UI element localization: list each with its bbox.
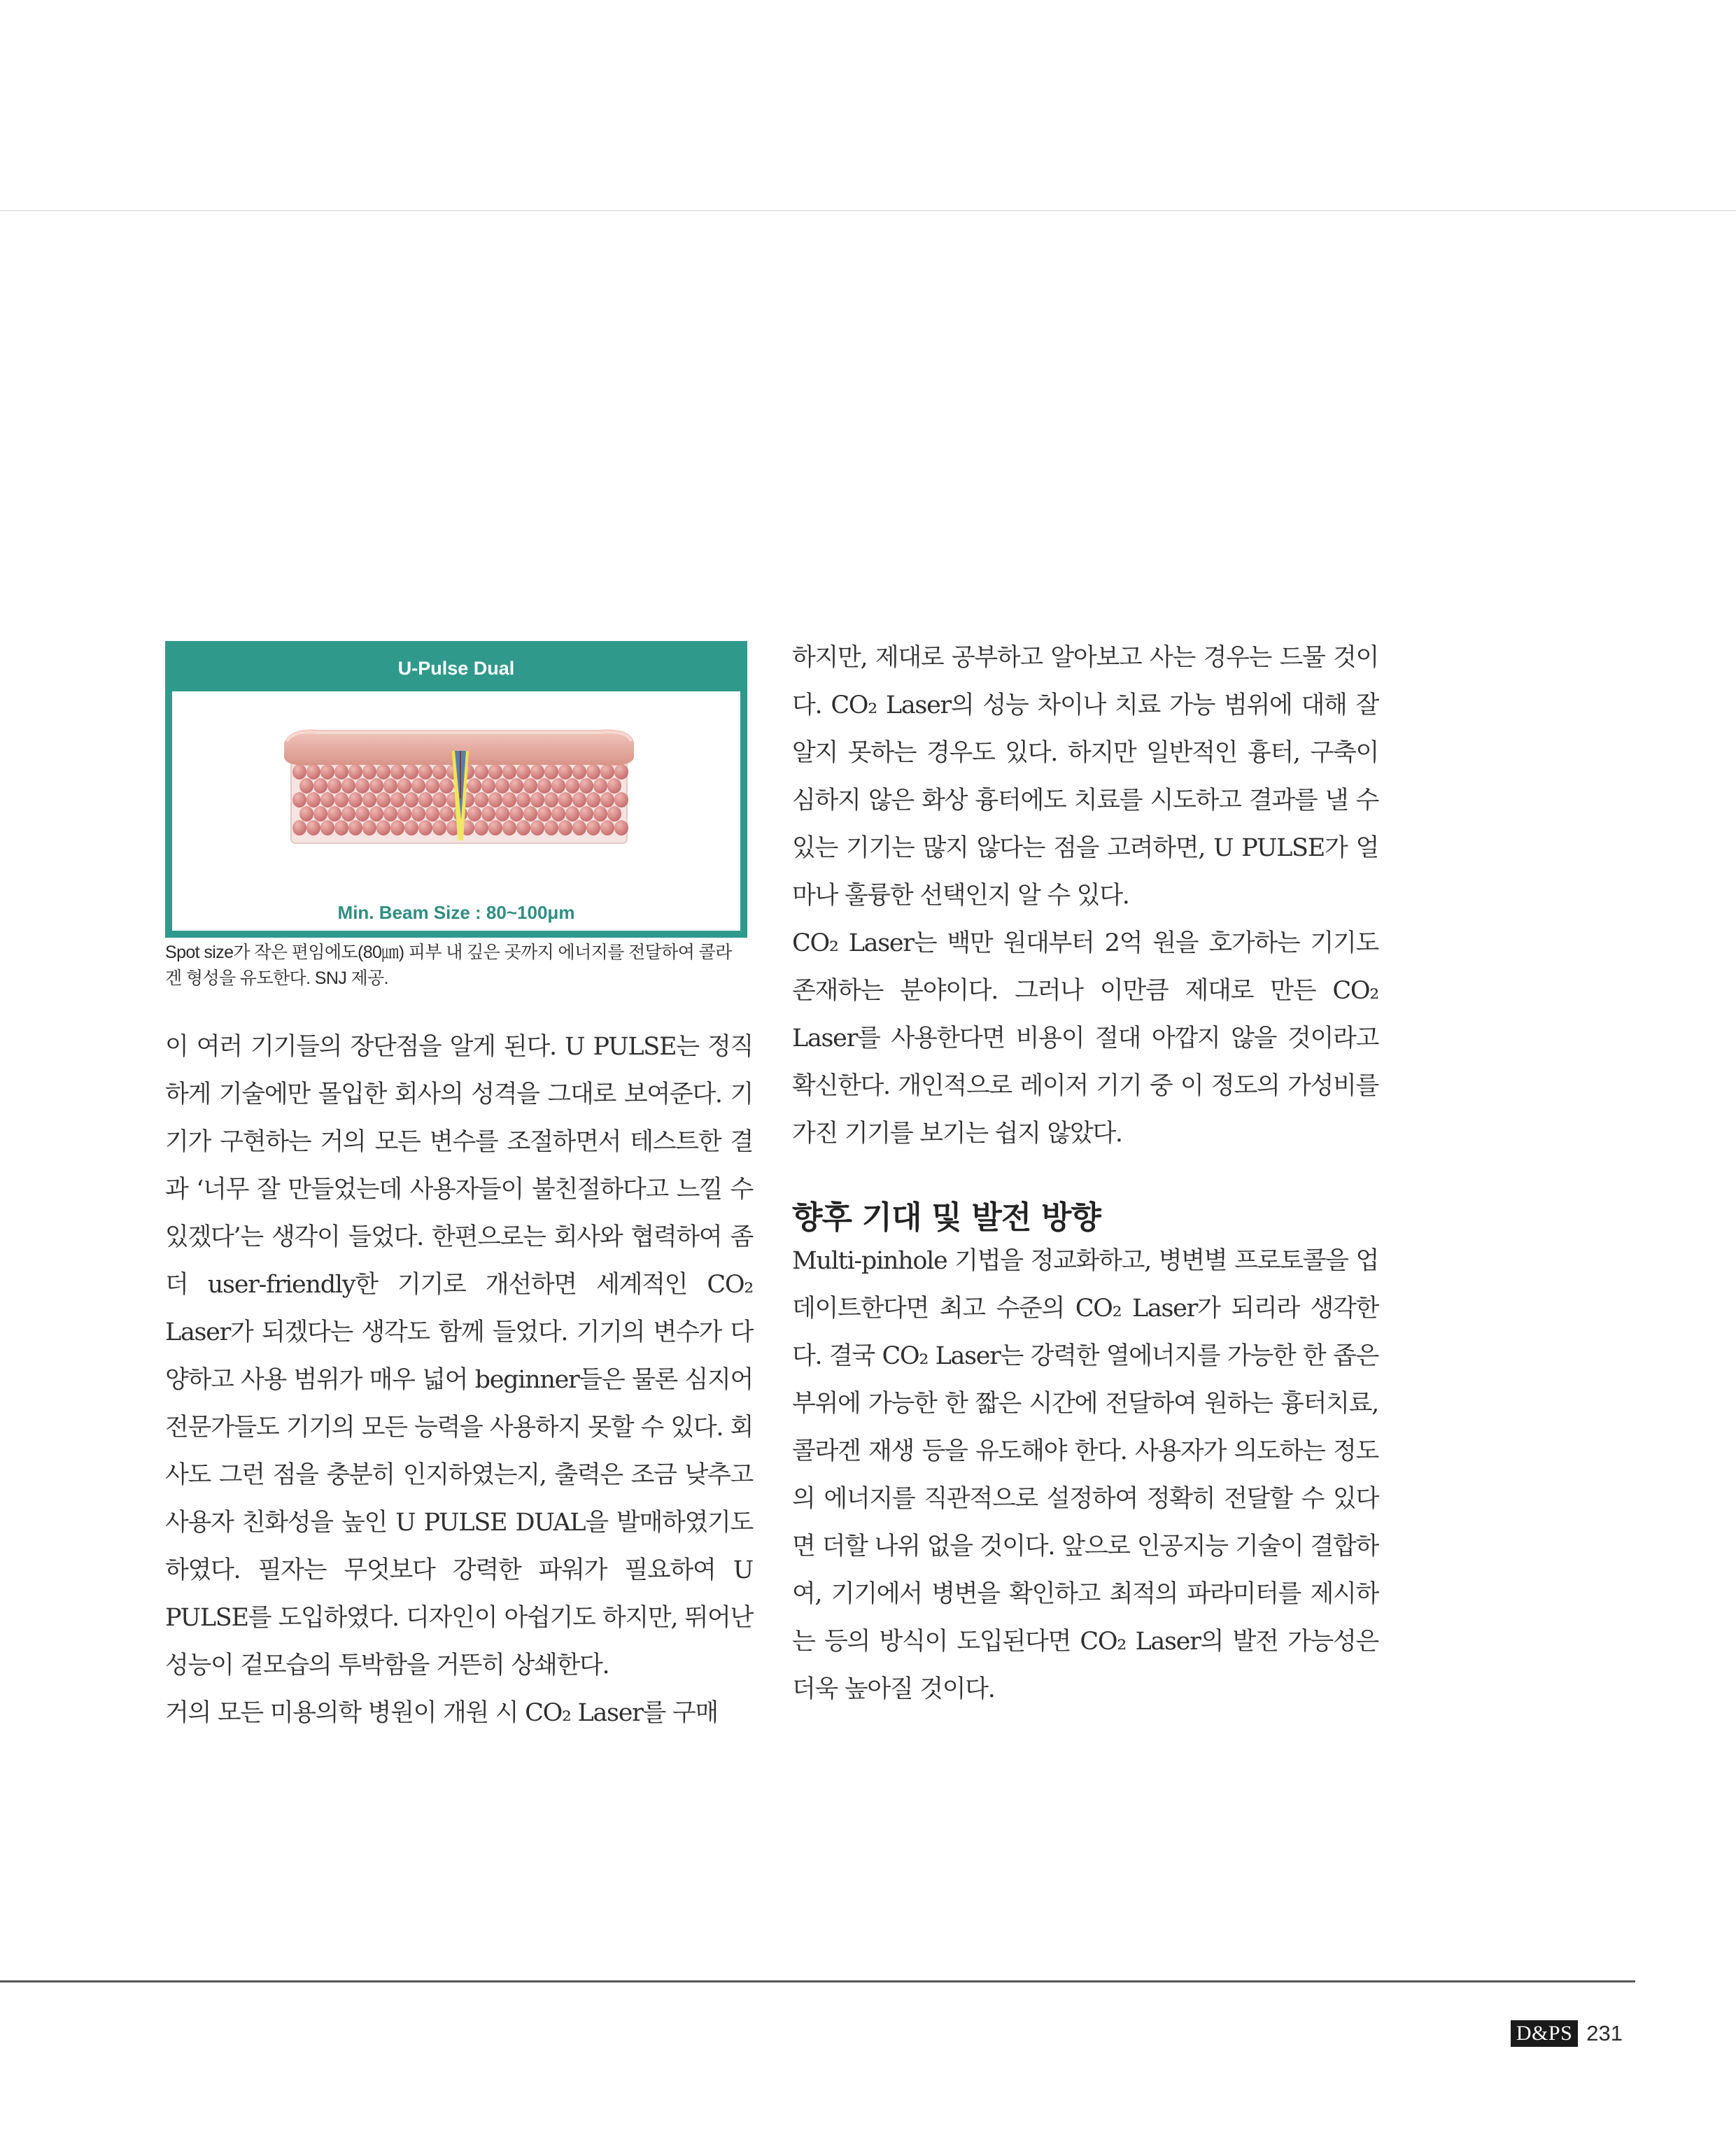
skin-cell <box>537 806 551 822</box>
skin-cell <box>418 764 432 780</box>
skin-cell <box>600 792 614 808</box>
skin-cell <box>320 820 334 836</box>
skin-cell <box>572 792 586 808</box>
skin-cell <box>341 806 355 822</box>
skin-cell <box>523 806 537 822</box>
skin-cell <box>390 820 404 836</box>
skin-cell <box>369 806 383 822</box>
skin-cell <box>369 778 383 794</box>
skin-cell <box>334 764 348 780</box>
section-body: Multi-pinhole 기법을 정교화하고, 병변별 프로토콜을 업데이트한다면 최고 수준의 CO₂ Laser가 되리라 생각한다. 결국 CO₂ Laser는 강력한 열에너지를 가능한 한 좁은 부위에 가능한 한 짧은 시간에 전달하여 원하는 흉터치료, 콜라겐 재생 등을 유도해야 한다. 사용자가 의도하는 정도의 에너지를 직관적으로 설정하여 정확히 전달할 수 있다면 더할 나위 없을 것이다. 앞으로 인공지능 기술이 결합하여, 기기에서 병변을 확인하고 최적의 파라미터를 제시하는 등의 방식이 도입된다면 CO₂ Laser의 발전 가능성은 더욱 높아질 것이다. <box>792 1247 1378 1703</box>
section-heading: 향후 기대 및 발전 방향 <box>792 1199 1101 1236</box>
skin-cell <box>362 792 376 808</box>
body-paragraph: 이 여러 기기들의 장단점을 알게 된다. U PULSE는 정직하게 기술에만 몰입한 회사의 성격을 그대로 보여준다. 기기가 구현하는 거의 모든 변수를 조절하면서 테스트한 결과 ‘너무 잘 만들었는데 사용자들이 불친절하다고 느낄 수 있겠다’는 생각이 들었다. 한편으로는 회사와 협력하여 좀 더 user-friendly한 기기로 개선하면 세계적인 CO₂ Laser가 되겠다는 생각도 함께 들었다. 기기의 변수가 다양하고 사용 범위가 매우 넓어 beginner들은 물론 심지어 전문가들도 기기의 모든 능력을 사용하지 못할 수 있다. 회사도 그런 점을 충분히 인지하였는지, 출력은 조금 낮추고 사용자 친화성을 높인 U PULSE DUAL을 발매하였기도 하였다. 필자는 무엇보다 강력한 파워가 필요하여 U PULSE를 도입하였다. 디자인이 아쉽기도 하지만, 뛰어난 성능이 겉모습의 투박함을 거뜬히 상쇄한다. <box>165 1033 753 1679</box>
skin-cell <box>502 764 516 780</box>
skin-cell <box>530 792 544 808</box>
skin-cell <box>586 764 600 780</box>
skin-cell <box>586 792 600 808</box>
skin-cell <box>530 764 544 780</box>
skin-cell <box>509 806 523 822</box>
skin-cell <box>579 778 593 794</box>
skin-cell <box>313 778 327 794</box>
skin-cell <box>558 820 572 836</box>
skin-cell <box>383 778 397 794</box>
skin-cell <box>341 778 355 794</box>
skin-cell <box>348 820 362 836</box>
skin-cell <box>572 820 586 836</box>
skin-cell <box>488 792 502 808</box>
skin-cell <box>348 764 362 780</box>
skin-cell <box>607 778 621 794</box>
skin-cell <box>439 778 453 794</box>
skin-cell <box>327 778 341 794</box>
figure-box <box>165 641 747 938</box>
skin-cell <box>313 806 327 822</box>
skin-cell <box>397 778 411 794</box>
skin-cell <box>488 820 502 836</box>
skin-cell <box>320 764 334 780</box>
skin-cell <box>516 764 530 780</box>
skin-cell <box>348 792 362 808</box>
skin-cell <box>383 806 397 822</box>
skin-cell <box>607 806 621 822</box>
skin-cell <box>432 764 446 780</box>
skin-cell <box>404 820 418 836</box>
skin-cell <box>565 806 579 822</box>
skin-cell <box>404 792 418 808</box>
skin-cell <box>362 764 376 780</box>
skin-cell <box>362 820 376 836</box>
skin-cell <box>593 778 607 794</box>
figure-title: U-Pulse Dual <box>172 648 740 691</box>
skin-cell <box>474 792 488 808</box>
skin-cell <box>600 820 614 836</box>
skin-cell <box>292 764 306 780</box>
skin-cell <box>376 792 390 808</box>
skin-cell <box>355 806 369 822</box>
skin-cell <box>292 820 306 836</box>
skin-cell <box>299 778 313 794</box>
skin-cell <box>516 792 530 808</box>
skin-cell <box>306 792 320 808</box>
left-text-column <box>165 1023 753 1737</box>
skin-cell <box>523 778 537 794</box>
skin-cell <box>572 764 586 780</box>
skin-cell <box>306 820 320 836</box>
skin-cell <box>586 820 600 836</box>
bottom-divider <box>0 1980 1635 1982</box>
skin-cell <box>432 792 446 808</box>
skin-cell <box>390 792 404 808</box>
skin-cell <box>467 778 481 794</box>
page-number: 231 <box>1586 2021 1623 2045</box>
skin-cell <box>502 820 516 836</box>
skin-cell <box>467 806 481 822</box>
skin-cell <box>397 806 411 822</box>
skin-cell <box>418 820 432 836</box>
skin-cell <box>411 806 425 822</box>
page-footer <box>1511 2020 1623 2048</box>
skin-cell <box>320 792 334 808</box>
skin-cell <box>355 778 369 794</box>
skin-cell <box>593 806 607 822</box>
skin-cell <box>481 806 495 822</box>
body-paragraph: 하지만, 제대로 공부하고 알아보고 사는 경우는 드물 것이다. CO₂ Laser의 성능 차이나 치료 가능 범위에 대해 잘 알지 못하는 경우도 있다. 하지만 일반적인 흉터, 구축이 심하지 않은 화상 흉터에도 치료를 시도하고 결과를 낼 수 있는 기기는 많지 않다는 점을 고려하면, U PULSE가 얼마나 훌륭한 선택인지 알 수 있다. <box>792 644 1378 910</box>
beam-size-label: Min. Beam Size : 80~100μm <box>337 902 575 923</box>
skin-cell <box>425 778 439 794</box>
skin-cell <box>558 764 572 780</box>
right-text-column <box>792 634 1378 1713</box>
body-paragraph: 거의 모든 미용의학 병원이 개원 시 CO₂ Laser를 구매 <box>165 1699 718 1727</box>
top-divider <box>0 210 1736 211</box>
skin-layer-illustration <box>277 714 641 847</box>
skin-cell <box>516 820 530 836</box>
skin-cell <box>292 792 306 808</box>
skin-cell <box>432 820 446 836</box>
skin-cell <box>544 792 558 808</box>
skin-cell <box>488 764 502 780</box>
skin-cell <box>306 764 320 780</box>
skin-cell <box>299 806 313 822</box>
skin-cell <box>474 764 488 780</box>
skin-cell <box>579 806 593 822</box>
skin-cell <box>495 778 509 794</box>
skin-cell <box>376 764 390 780</box>
skin-cell <box>558 792 572 808</box>
skin-cell <box>530 820 544 836</box>
skin-cell <box>565 778 579 794</box>
body-paragraph: CO₂ Laser는 백만 원대부터 2억 원을 호가하는 기기도 존재하는 분야이다. 그러나 이만큼 제대로 만든 CO₂ Laser를 사용한다면 비용이 절대 아깝지 않을 것이라고 확신한다. 개인적으로 레이저 기기 중 이 정도의 가성비를 가진 기기를 보기는 쉽지 않았다. <box>792 929 1378 1148</box>
skin-cell <box>418 792 432 808</box>
skin-cell <box>327 806 341 822</box>
skin-cell <box>544 820 558 836</box>
skin-cell <box>614 820 628 836</box>
skin-cell <box>390 764 404 780</box>
skin-cell <box>439 806 453 822</box>
magazine-logo: D&PS <box>1511 2020 1578 2047</box>
skin-cell <box>600 764 614 780</box>
skin-cell <box>334 792 348 808</box>
skin-cell <box>495 806 509 822</box>
skin-cell <box>551 806 565 822</box>
skin-cell <box>509 778 523 794</box>
figure-caption: Spot size가 작은 편임에도(80㎛) 피부 내 깊은 곳까지 에너지를 전달하여 콜라겐 형성을 유도한다. SNJ 제공. <box>165 943 732 988</box>
skin-cell <box>404 764 418 780</box>
skin-cell <box>376 820 390 836</box>
skin-cell <box>411 778 425 794</box>
skin-cell <box>614 764 628 780</box>
skin-cell <box>551 778 565 794</box>
skin-cell <box>537 778 551 794</box>
skin-cell <box>334 820 348 836</box>
skin-cell <box>474 820 488 836</box>
skin-cell <box>502 792 516 808</box>
skin-cell <box>544 764 558 780</box>
skin-cell <box>481 778 495 794</box>
skin-cell <box>614 792 628 808</box>
skin-cell <box>425 806 439 822</box>
